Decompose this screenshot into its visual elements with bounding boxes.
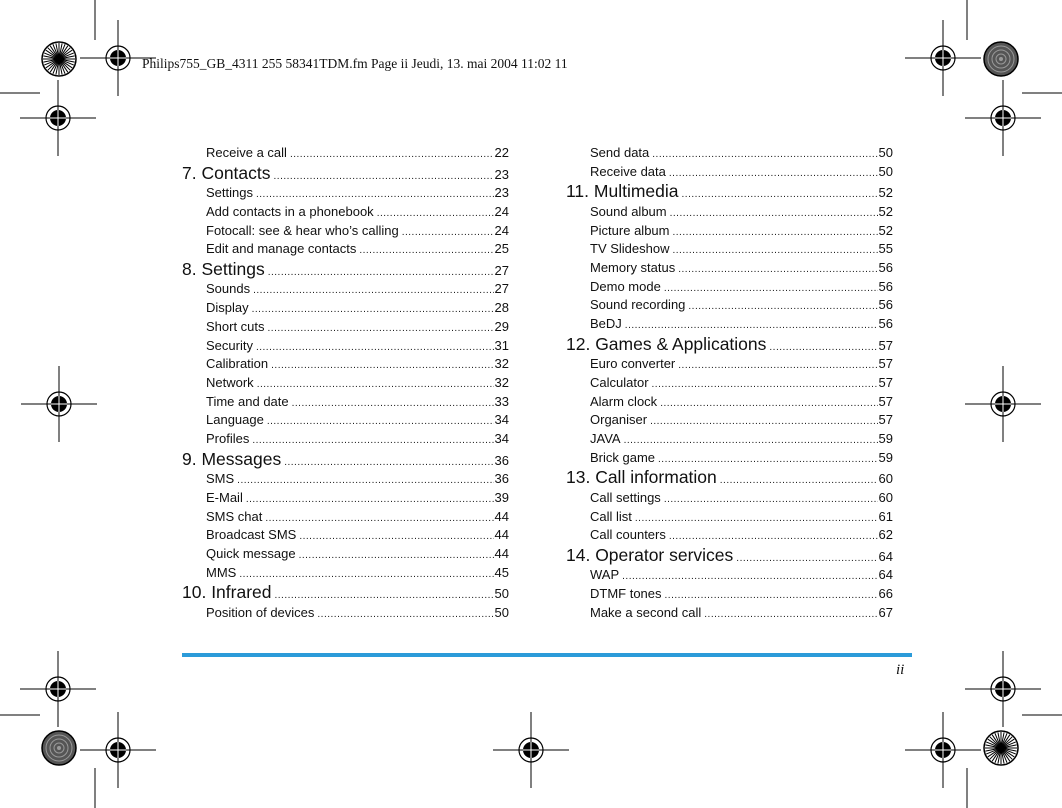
toc-entry	[566, 355, 893, 374]
toc-entry-page: 34	[494, 430, 509, 446]
dot-leader	[625, 317, 878, 334]
toc-entry-title: Alarm clock	[590, 393, 658, 409]
dot-leader	[660, 395, 877, 412]
toc-entry-title: Network	[206, 374, 254, 390]
file-info-header: Philips755_GB_4311 255 58341TDM.fm Page ii Jeudi, 13. mai 2004 11:02 11	[142, 56, 568, 71]
toc-chapter	[182, 259, 509, 281]
toc-entry-title: Security	[206, 337, 253, 353]
toc-entry-page: 36	[494, 471, 509, 487]
dot-leader	[682, 184, 878, 203]
toc-entry-page: 60	[878, 489, 893, 505]
toc-entry-page: 56	[878, 297, 893, 313]
toc-entry-title: Time and date	[206, 393, 289, 409]
dot-leader	[402, 224, 494, 241]
toc-entry	[182, 564, 509, 583]
toc-entry-title: Fotocall: see & hear who’s calling	[206, 222, 399, 238]
dot-leader	[290, 146, 494, 163]
dot-leader	[665, 587, 878, 604]
toc-entry-title: Settings	[206, 185, 253, 201]
dot-leader	[284, 452, 493, 471]
toc-entry-page: 32	[494, 374, 509, 390]
toc-entry-page: 50	[494, 586, 509, 602]
dot-leader	[664, 491, 878, 508]
toc-entry-title: Quick message	[206, 545, 296, 561]
dot-leader	[669, 165, 878, 182]
toc-entry	[566, 278, 893, 297]
toc-entry	[566, 449, 893, 468]
toc-entry	[182, 393, 509, 412]
toc-entry	[182, 411, 509, 430]
dot-leader	[652, 376, 878, 393]
toc-entry-page: 59	[878, 430, 893, 446]
toc-entry	[566, 163, 893, 182]
toc-chapter	[566, 545, 893, 567]
dot-leader	[292, 395, 494, 412]
toc-entry-title: Language	[206, 412, 264, 428]
toc-entry-page: 64	[878, 567, 893, 583]
toc-entry-page: 62	[878, 527, 893, 543]
toc-entry-page: 57	[878, 374, 893, 390]
toc-entry-title: Receive data	[590, 163, 666, 179]
toc-entry	[182, 337, 509, 356]
footer-rule	[182, 653, 912, 657]
dot-leader	[672, 242, 877, 259]
toc-entry-title: Organiser	[590, 412, 648, 428]
dot-leader	[624, 432, 878, 449]
toc-entry-page: 66	[878, 586, 893, 602]
toc-entry	[566, 411, 893, 430]
toc-entry-page: 57	[878, 412, 893, 428]
toc-entry-page: 22	[494, 145, 509, 160]
dot-leader	[736, 548, 877, 567]
dot-leader	[268, 262, 494, 281]
toc-entry-title: Call counters	[590, 527, 666, 543]
toc-entry-page: 56	[878, 259, 893, 275]
dot-leader	[253, 282, 493, 299]
toc-entry-title: Calculator	[590, 374, 649, 390]
toc-chapter	[566, 181, 893, 203]
toc-entry-title: Broadcast SMS	[206, 527, 297, 543]
toc-entry-title: 8. Settings	[182, 258, 265, 279]
dot-leader	[704, 606, 877, 623]
toc-entry-title: Display	[206, 300, 249, 316]
toc-entry-page: 60	[878, 471, 893, 487]
toc-entry	[566, 240, 893, 259]
toc-entry-title: Edit and manage contacts	[206, 241, 357, 257]
dot-leader	[267, 413, 494, 430]
toc-entry-page: 28	[494, 300, 509, 316]
toc-entry-title: Brick game	[590, 449, 656, 465]
toc-entry-title: Calibration	[206, 356, 269, 372]
toc-entry	[566, 296, 893, 315]
toc-entry-title: Make a second call	[590, 604, 702, 620]
toc-entry-title: BeDJ	[590, 316, 622, 331]
toc-entry	[566, 374, 893, 393]
toc-entry-title: Send data	[590, 145, 650, 160]
dot-leader	[635, 510, 878, 527]
toc-entry-page: 39	[494, 489, 509, 505]
toc-entry	[182, 470, 509, 489]
toc-entry	[566, 222, 893, 241]
dot-leader	[377, 205, 494, 222]
toc-entry	[566, 315, 893, 334]
dot-leader	[688, 298, 877, 315]
toc-entry-title: Call list	[590, 508, 632, 524]
toc-entry	[182, 318, 509, 337]
dot-leader	[274, 166, 494, 185]
toc-entry-title: Add contacts in a phonebook	[206, 203, 374, 219]
toc-entry-page: 64	[878, 548, 893, 564]
toc-entry	[182, 430, 509, 449]
toc-entry	[566, 489, 893, 508]
dot-leader	[265, 510, 493, 527]
dot-leader	[246, 491, 494, 508]
toc-entry	[182, 184, 509, 203]
toc-entry	[566, 393, 893, 412]
dot-leader	[268, 320, 494, 337]
toc-entry-title: 10. Infrared	[182, 582, 272, 603]
toc-entry-page: 32	[494, 356, 509, 372]
toc-entry	[566, 144, 893, 163]
toc-entry-page: 56	[878, 278, 893, 294]
toc-entry-page: 59	[878, 449, 893, 465]
toc-entry-page: 57	[878, 337, 893, 353]
toc-entry-title: Picture album	[590, 222, 670, 238]
toc-entry-title: 7. Contacts	[182, 162, 271, 183]
toc-entry-title: SMS	[206, 471, 235, 487]
page-number: ii	[896, 662, 905, 678]
toc-entry-page: 61	[878, 508, 893, 524]
dot-leader	[299, 547, 494, 564]
toc-entry-page: 23	[494, 166, 509, 182]
toc-entry-page: 52	[878, 222, 893, 238]
toc-left-column	[182, 144, 509, 622]
dot-leader	[720, 470, 878, 489]
toc-entry	[182, 545, 509, 564]
toc-entry-title: 12. Games & Applications	[566, 333, 767, 354]
toc-entry	[566, 259, 893, 278]
toc-entry-title: 11. Multimedia	[566, 181, 679, 202]
toc-entry-page: 33	[494, 393, 509, 409]
dot-leader	[672, 224, 877, 241]
toc-entry-title: Sounds	[206, 281, 251, 297]
toc-entry-page: 50	[878, 145, 893, 160]
dot-leader	[652, 146, 877, 163]
toc-entry-page: 57	[878, 356, 893, 372]
toc-entry-title: Short cuts	[206, 318, 265, 334]
dot-leader	[271, 357, 493, 374]
toc-entry	[566, 566, 893, 585]
toc-entry-title: Call settings	[590, 489, 661, 505]
toc-entry	[566, 430, 893, 449]
dot-leader	[769, 337, 877, 356]
toc-entry	[182, 203, 509, 222]
toc-chapter	[566, 467, 893, 489]
toc-entry-title: JAVA	[590, 430, 621, 446]
dot-leader	[299, 528, 493, 545]
toc-entry	[182, 508, 509, 527]
toc-entry	[182, 280, 509, 299]
dot-leader	[650, 413, 877, 430]
dot-leader	[256, 186, 494, 203]
toc-chapter	[182, 449, 509, 471]
toc-entry-page: 44	[494, 545, 509, 561]
toc-entry	[566, 508, 893, 527]
toc-entry-page: 55	[878, 241, 893, 257]
toc-entry-title: WAP	[590, 567, 620, 583]
dot-leader	[678, 357, 877, 374]
toc-entry-page: 23	[494, 185, 509, 201]
toc-entry	[182, 299, 509, 318]
toc-entry-title: Profiles	[206, 430, 250, 446]
toc-entry-page: 67	[878, 604, 893, 620]
toc-entry-page: 56	[878, 316, 893, 331]
toc-entry-page: 24	[494, 222, 509, 238]
toc-entry-page: 29	[494, 318, 509, 334]
toc-entry-page: 24	[494, 203, 509, 219]
toc-entry-page: 34	[494, 412, 509, 428]
toc-entry-page: 52	[878, 203, 893, 219]
toc-entry-page: 50	[494, 604, 509, 620]
toc-entry-title: Demo mode	[590, 278, 661, 294]
toc-entry-title: 14. Operator services	[566, 544, 734, 565]
dot-leader	[669, 528, 878, 545]
toc-entry-page: 31	[494, 337, 509, 353]
toc-entry	[182, 526, 509, 545]
toc-entry-title: 9. Messages	[182, 448, 282, 469]
toc-entry-title: DTMF tones	[590, 586, 662, 602]
toc-entry	[566, 585, 893, 604]
toc-chapter	[182, 163, 509, 185]
toc-entry-page: 52	[878, 185, 893, 201]
toc-right-column	[566, 144, 893, 622]
toc-entry-title: TV Slideshow	[590, 241, 670, 257]
toc-entry-title: Euro converter	[590, 356, 676, 372]
toc-entry-page: 50	[878, 163, 893, 179]
toc-entry-title: SMS chat	[206, 508, 263, 524]
dot-leader	[664, 280, 878, 297]
toc-entry	[182, 604, 509, 623]
toc-entry-page: 44	[494, 508, 509, 524]
dot-leader	[239, 566, 493, 583]
toc-entry-title: Receive a call	[206, 145, 287, 160]
toc-entry-page: 44	[494, 527, 509, 543]
toc-entry	[566, 203, 893, 222]
toc-entry-title: Position of devices	[206, 604, 315, 620]
toc-entry-title: Sound album	[590, 203, 667, 219]
toc-entry-title: Sound recording	[590, 297, 686, 313]
dot-leader	[658, 451, 878, 468]
dot-leader	[678, 261, 877, 278]
dot-leader	[275, 585, 494, 604]
toc-entry	[182, 355, 509, 374]
toc-entry	[182, 240, 509, 259]
toc-entry-page: 57	[878, 393, 893, 409]
toc-chapter	[182, 582, 509, 604]
dot-leader	[252, 301, 494, 318]
toc-entry	[566, 604, 893, 623]
dot-leader	[359, 242, 493, 259]
toc-entry	[182, 374, 509, 393]
toc-entry-page: 27	[494, 262, 509, 278]
toc-entry-title: 13. Call information	[566, 467, 717, 488]
toc-entry-page: 36	[494, 452, 509, 468]
toc-chapter	[566, 334, 893, 356]
toc-entry	[182, 144, 509, 163]
dot-leader	[670, 205, 878, 222]
toc-entry	[182, 222, 509, 241]
dot-leader	[317, 606, 493, 623]
toc-entry-title: E-Mail	[206, 489, 243, 505]
toc-entry	[566, 526, 893, 545]
dot-leader	[256, 339, 494, 356]
toc-entry-page: 25	[494, 241, 509, 257]
dot-leader	[622, 568, 877, 585]
toc-entry-title: Memory status	[590, 259, 676, 275]
dot-leader	[252, 432, 493, 449]
dot-leader	[257, 376, 494, 393]
toc-entry-page: 45	[494, 564, 509, 580]
dot-leader	[237, 472, 493, 489]
toc-entry	[182, 489, 509, 508]
toc-entry-title: MMS	[206, 564, 237, 580]
toc-entry-page: 27	[494, 281, 509, 297]
